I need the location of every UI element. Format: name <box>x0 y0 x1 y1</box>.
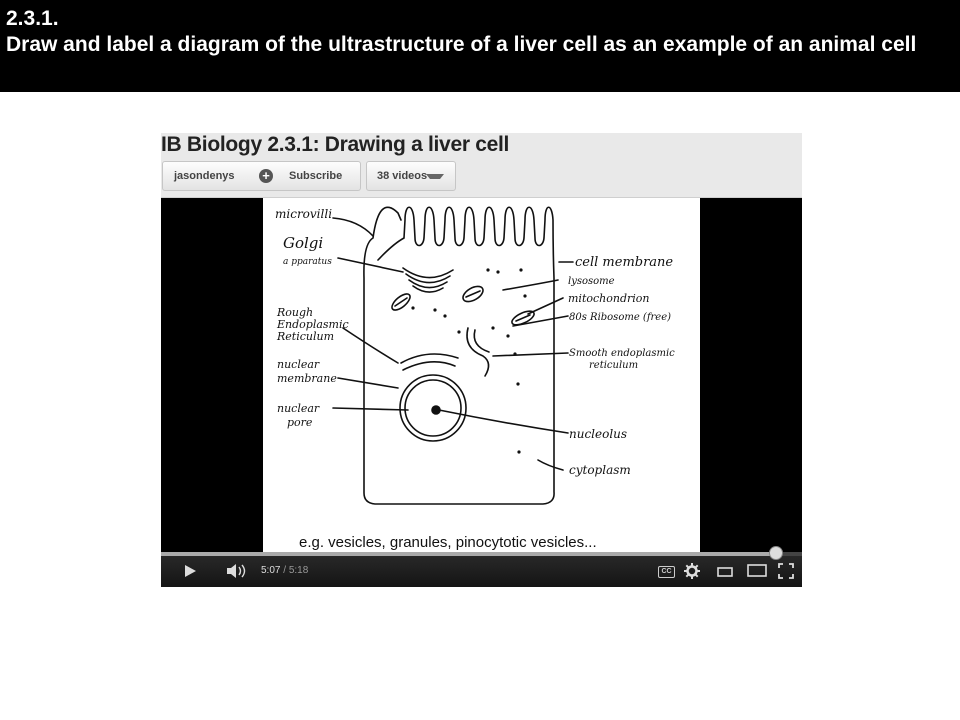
label-microvilli: microvilli <box>275 207 333 221</box>
label-rough-er-1: Rough <box>277 306 314 319</box>
gear-icon[interactable] <box>684 563 700 579</box>
videos-label: 38 videos <box>377 170 428 182</box>
duration: 5:18 <box>288 565 309 576</box>
label-rough-er-2: Endoplasmic <box>277 318 349 331</box>
play-icon[interactable] <box>183 564 197 578</box>
channel-name[interactable]: jasondenys <box>174 170 235 182</box>
slide-header <box>0 0 960 92</box>
label-cytoplasm: cytoplasm <box>569 463 631 477</box>
time-display <box>261 565 308 576</box>
subscribe-label[interactable]: Subscribe <box>289 170 343 182</box>
videos-dropdown-button[interactable] <box>366 161 456 191</box>
label-nucleolus: nucleolus <box>569 427 628 441</box>
fullscreen-icon[interactable] <box>778 563 794 579</box>
label-ribosome: 80s Ribosome (free) <box>569 312 672 323</box>
label-smooth-er-2: reticulum <box>589 360 639 371</box>
label-lysosome: lysosome <box>568 276 615 287</box>
plus-icon: + <box>259 169 273 183</box>
label-nuclear-membrane-2: membrane <box>277 372 337 385</box>
label-golgi: Golgi <box>283 234 324 252</box>
label-nuclear-pore-1: nuclear <box>277 402 320 415</box>
liver-cell-drawing <box>263 198 700 552</box>
large-player-icon[interactable] <box>747 563 767 577</box>
progress-bar[interactable] <box>161 552 802 556</box>
progress-handle[interactable] <box>769 546 783 560</box>
small-player-icon[interactable] <box>717 565 733 577</box>
cell-diagram <box>263 198 700 552</box>
progress-fill <box>161 552 776 556</box>
diagram-caption: e.g. vesicles, granules, pinocytotic vesicles... <box>299 534 597 551</box>
video-player[interactable] <box>161 133 802 587</box>
label-cell-membrane: cell membrane <box>575 255 674 270</box>
label-mitochondrion: mitochondrion <box>568 292 650 305</box>
channel-subscribe-button[interactable] <box>162 161 361 191</box>
slide-number: 2.3.1. <box>6 7 59 30</box>
smooth-er <box>467 328 489 376</box>
video-frame[interactable] <box>161 198 802 552</box>
label-smooth-er-1: Smooth endoplasmic <box>569 348 675 359</box>
label-rough-er-3: Reticulum <box>277 330 335 343</box>
volume-icon[interactable] <box>226 563 248 579</box>
player-controls <box>161 552 802 587</box>
label-nuclear-pore-2: pore <box>287 416 313 429</box>
player-header <box>161 133 802 198</box>
slide-title: Draw and label a diagram of the ultrastructure of a liver cell as an example of an animal cell <box>6 33 917 56</box>
time-separator: / <box>280 565 289 576</box>
captions-button[interactable]: CC <box>658 566 675 578</box>
current-time: 5:07 <box>261 565 281 576</box>
cell-outline <box>364 207 554 504</box>
video-title[interactable]: IB Biology 2.3.1: Drawing a liver cell <box>161 133 510 156</box>
chevron-down-icon <box>426 174 444 179</box>
label-golgi-sub: a pparatus <box>283 257 332 267</box>
label-nuclear-membrane-1: nuclear <box>277 358 320 371</box>
